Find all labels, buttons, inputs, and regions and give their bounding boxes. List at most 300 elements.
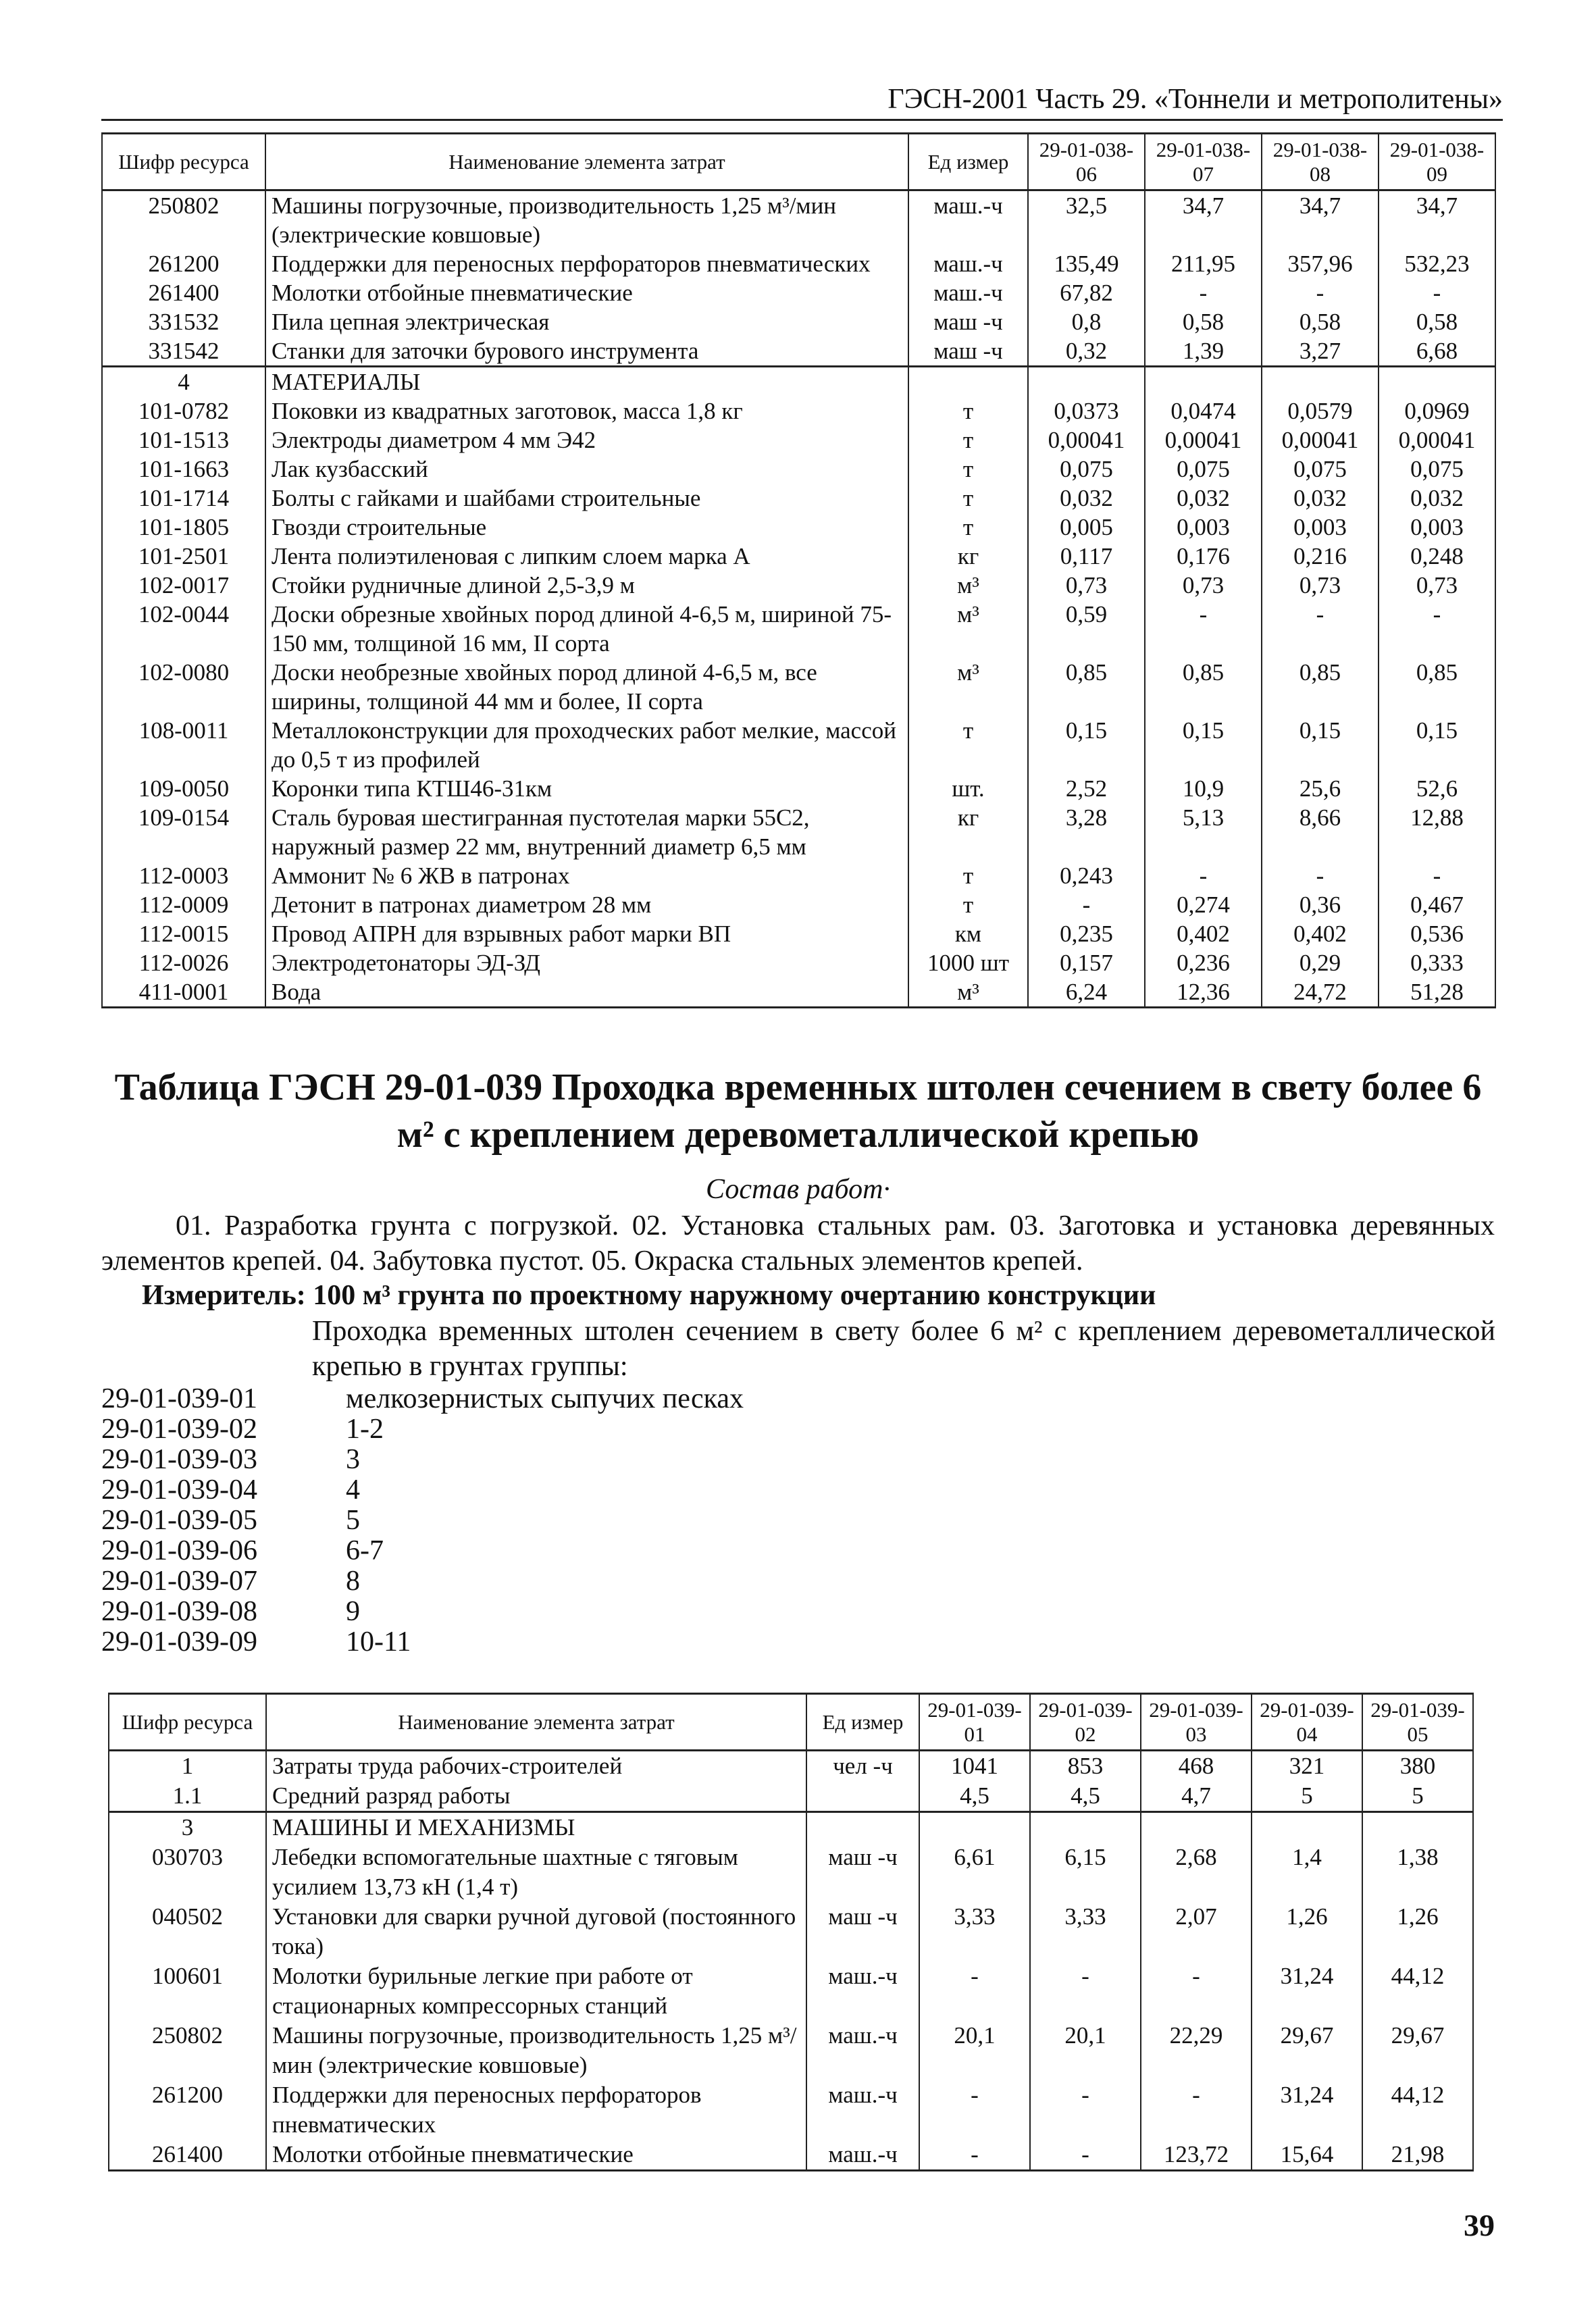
value-cell: 4,5 bbox=[1030, 1781, 1141, 1812]
resource-code: 102-0017 bbox=[102, 571, 265, 600]
value-cell: 22,29 bbox=[1141, 2021, 1252, 2080]
value-cell: 34,7 bbox=[1145, 190, 1262, 250]
resource-name: Станки для заточки бурового инструмента bbox=[265, 336, 908, 367]
value-cell: 0,73 bbox=[1379, 571, 1495, 600]
unit-cell: км bbox=[908, 919, 1028, 948]
norm-code: 29-01-039-09 bbox=[101, 1626, 257, 1657]
value-cell: 5 bbox=[1362, 1781, 1473, 1812]
resource-name: Поддержки для переносных перфораторов пневматических bbox=[265, 249, 908, 278]
unit-cell: 1000 шт bbox=[908, 948, 1028, 977]
value-cell: - bbox=[919, 1961, 1030, 2021]
value-cell: 0,0969 bbox=[1379, 396, 1495, 426]
resource-code: 100601 bbox=[109, 1961, 266, 2021]
unit-cell: кг bbox=[908, 803, 1028, 861]
value-cell: 0,075 bbox=[1145, 455, 1262, 484]
value-cell: - bbox=[1145, 278, 1262, 307]
value-cell bbox=[1362, 1812, 1473, 1843]
value-cell: 0,467 bbox=[1379, 890, 1495, 919]
value-cell: 0,29 bbox=[1262, 948, 1379, 977]
resource-code: 112-0026 bbox=[102, 948, 265, 977]
value-cell: 0,58 bbox=[1379, 307, 1495, 336]
value-cell: 0,003 bbox=[1145, 513, 1262, 542]
table-row bbox=[102, 803, 1495, 861]
column-header: Наименование элемента затрат bbox=[265, 134, 908, 190]
unit-cell: т bbox=[908, 484, 1028, 513]
resource-code: 101-1805 bbox=[102, 513, 265, 542]
resource-code: 101-0782 bbox=[102, 396, 265, 426]
value-cell: 0,0373 bbox=[1028, 396, 1145, 426]
resource-code: 3 bbox=[109, 1812, 266, 1843]
resource-code: 261400 bbox=[109, 2140, 266, 2171]
unit-cell: маш.-ч bbox=[806, 2021, 919, 2080]
resource-code: 261200 bbox=[109, 2080, 266, 2140]
value-cell: 2,68 bbox=[1141, 1843, 1252, 1902]
table-row bbox=[102, 249, 1495, 278]
resource-name: Аммонит № 6 ЖВ в патронах bbox=[265, 861, 908, 890]
unit-cell: маш -ч bbox=[806, 1843, 919, 1902]
value-cell: 29,67 bbox=[1362, 2021, 1473, 2080]
table-row bbox=[102, 861, 1495, 890]
resource-table-038 bbox=[101, 132, 1496, 1008]
column-header: 29-01-039-03 bbox=[1141, 1694, 1252, 1751]
running-header: ГЭСН-2001 Часть 29. «Тоннели и метрополитены» bbox=[101, 80, 1503, 121]
table-row bbox=[102, 977, 1495, 1008]
value-cell: 20,1 bbox=[919, 2021, 1030, 2080]
value-cell: - bbox=[1262, 861, 1379, 890]
value-cell: 0,032 bbox=[1262, 484, 1379, 513]
value-cell: 380 bbox=[1362, 1751, 1473, 1782]
resource-code: 109-0154 bbox=[102, 803, 265, 861]
resource-code: 112-0009 bbox=[102, 890, 265, 919]
table-row bbox=[102, 948, 1495, 977]
measure-unit: Измеритель: 100 м³ грунта по проектному наружному очертанию конструкции bbox=[142, 1280, 1156, 1311]
value-cell: 1,39 bbox=[1145, 336, 1262, 367]
section-row bbox=[109, 1812, 1473, 1843]
value-cell: 0,73 bbox=[1145, 571, 1262, 600]
table-row bbox=[102, 426, 1495, 455]
resource-code: 250802 bbox=[109, 2021, 266, 2080]
value-cell: 853 bbox=[1030, 1751, 1141, 1782]
value-cell: 5 bbox=[1252, 1781, 1362, 1812]
value-cell: - bbox=[1145, 600, 1262, 658]
unit-cell: т bbox=[908, 426, 1028, 455]
resource-name: Доски необрезные хвойных пород длиной 4-6,5 м, все ширины, толщиной 44 мм и более, II сорта bbox=[265, 658, 908, 716]
norm-label: 3 bbox=[346, 1444, 360, 1475]
value-cell: 0,32 bbox=[1028, 336, 1145, 367]
unit-cell: маш -ч bbox=[908, 307, 1028, 336]
norm-item bbox=[101, 1536, 744, 1566]
value-cell: 211,95 bbox=[1145, 249, 1262, 278]
resource-code: 101-1714 bbox=[102, 484, 265, 513]
norm-label: 9 bbox=[346, 1596, 360, 1627]
resource-code: 102-0044 bbox=[102, 600, 265, 658]
column-header: 29-01-039-04 bbox=[1252, 1694, 1362, 1751]
unit-cell: чел -ч bbox=[806, 1751, 919, 1782]
value-cell: 5,13 bbox=[1145, 803, 1262, 861]
value-cell: 10,9 bbox=[1145, 774, 1262, 803]
value-cell: 0,00041 bbox=[1262, 426, 1379, 455]
table-row bbox=[109, 1751, 1473, 1782]
unit-cell: маш.-ч bbox=[806, 2080, 919, 2140]
value-cell: 0,59 bbox=[1028, 600, 1145, 658]
value-cell: 0,00041 bbox=[1028, 426, 1145, 455]
value-cell: 12,36 bbox=[1145, 977, 1262, 1008]
value-cell: 0,005 bbox=[1028, 513, 1145, 542]
resource-code: 040502 bbox=[109, 1902, 266, 1961]
value-cell: 34,7 bbox=[1379, 190, 1495, 250]
resource-name: Гвозди строительные bbox=[265, 513, 908, 542]
value-cell bbox=[1252, 1812, 1362, 1843]
value-cell: 6,24 bbox=[1028, 977, 1145, 1008]
column-header: Ед измер bbox=[806, 1694, 919, 1751]
table-title: Таблица ГЭСН 29-01-039 Проходка временных штолен сечением в свету более 6 м² с креплением деревометаллической крепью bbox=[114, 1066, 1482, 1156]
column-header: Ед измер bbox=[908, 134, 1028, 190]
table-row bbox=[102, 307, 1495, 336]
value-cell: 0,15 bbox=[1145, 716, 1262, 774]
resource-name: Машины погрузочные, производительность 1,25 м³/мин (электрические ковшовые) bbox=[265, 190, 908, 250]
value-cell: 357,96 bbox=[1262, 249, 1379, 278]
value-cell: 0,402 bbox=[1145, 919, 1262, 948]
resource-name: Затраты труда рабочих-строителей bbox=[266, 1751, 806, 1782]
norm-item bbox=[101, 1627, 744, 1657]
norm-item bbox=[101, 1384, 744, 1414]
norm-label: 8 bbox=[346, 1566, 360, 1597]
resource-code: 261400 bbox=[102, 278, 265, 307]
unit-cell: кг bbox=[908, 542, 1028, 571]
table-row bbox=[102, 716, 1495, 774]
resource-code: 4 bbox=[102, 367, 265, 397]
column-header: Шифр ресурса bbox=[102, 134, 265, 190]
value-cell: - bbox=[919, 2140, 1030, 2171]
resource-name: Молотки отбойные пневматические bbox=[266, 2140, 806, 2171]
value-cell: 0,248 bbox=[1379, 542, 1495, 571]
value-cell: 31,24 bbox=[1252, 2080, 1362, 2140]
resource-name: Средний разряд работы bbox=[266, 1781, 806, 1812]
value-cell: - bbox=[1030, 1961, 1141, 2021]
value-cell: 0,274 bbox=[1145, 890, 1262, 919]
unit-cell: м³ bbox=[908, 571, 1028, 600]
norm-item bbox=[101, 1597, 744, 1627]
value-cell: 4,5 bbox=[919, 1781, 1030, 1812]
table-row bbox=[109, 1843, 1473, 1902]
value-cell: 0,15 bbox=[1262, 716, 1379, 774]
value-cell: - bbox=[1141, 1961, 1252, 2021]
unit-cell: м³ bbox=[908, 658, 1028, 716]
resource-name: Электродетонаторы ЭД-ЗД bbox=[265, 948, 908, 977]
table-row bbox=[102, 600, 1495, 658]
value-cell: 0,075 bbox=[1262, 455, 1379, 484]
value-cell: 1,26 bbox=[1362, 1902, 1473, 1961]
value-cell: 44,12 bbox=[1362, 2080, 1473, 2140]
table-row bbox=[102, 336, 1495, 367]
resource-code: 109-0050 bbox=[102, 774, 265, 803]
resource-name: Вода bbox=[265, 977, 908, 1008]
resource-name: Поддержки для переносных перфораторов пневматических bbox=[266, 2080, 806, 2140]
table-row bbox=[109, 1961, 1473, 2021]
table-row bbox=[102, 484, 1495, 513]
value-cell: 0,032 bbox=[1028, 484, 1145, 513]
resource-name: Лебедки вспомогательные шахтные с тяговым усилием 13,73 кН (1,4 т) bbox=[266, 1843, 806, 1902]
resource-code: 108-0011 bbox=[102, 716, 265, 774]
value-cell: 135,49 bbox=[1028, 249, 1145, 278]
norm-label: 4 bbox=[346, 1474, 360, 1506]
table-row bbox=[109, 2080, 1473, 2140]
value-cell: 0,536 bbox=[1379, 919, 1495, 948]
value-cell: 3,28 bbox=[1028, 803, 1145, 861]
resource-code: 112-0003 bbox=[102, 861, 265, 890]
resource-code: 331542 bbox=[102, 336, 265, 367]
value-cell: - bbox=[1379, 278, 1495, 307]
value-cell: 1,38 bbox=[1362, 1843, 1473, 1902]
table-row bbox=[102, 513, 1495, 542]
unit-cell: т bbox=[908, 861, 1028, 890]
value-cell: - bbox=[1262, 600, 1379, 658]
table-row bbox=[109, 2021, 1473, 2080]
value-cell: 3,33 bbox=[919, 1902, 1030, 1961]
table-row bbox=[109, 2140, 1473, 2171]
value-cell: 3,27 bbox=[1262, 336, 1379, 367]
column-header: 29-01-039-01 bbox=[919, 1694, 1030, 1751]
resource-name: Машины погрузочные, производительность 1,25 м³/мин (электрические ковшовые) bbox=[266, 2021, 806, 2080]
value-cell: 1,26 bbox=[1252, 1902, 1362, 1961]
resource-name: Молотки отбойные пневматические bbox=[265, 278, 908, 307]
value-cell: 0,85 bbox=[1028, 658, 1145, 716]
value-cell: 0,73 bbox=[1262, 571, 1379, 600]
value-cell: - bbox=[1262, 278, 1379, 307]
value-cell: 0,58 bbox=[1145, 307, 1262, 336]
norm-code: 29-01-039-07 bbox=[101, 1566, 257, 1597]
value-cell: 24,72 bbox=[1262, 977, 1379, 1008]
norm-code: 29-01-039-02 bbox=[101, 1414, 257, 1445]
value-cell: 0,85 bbox=[1379, 658, 1495, 716]
value-cell: 0,003 bbox=[1262, 513, 1379, 542]
resource-name: Поковки из квадратных заготовок, масса 1,8 кг bbox=[265, 396, 908, 426]
value-cell: 0,216 bbox=[1262, 542, 1379, 571]
unit-cell: маш.-ч bbox=[806, 2140, 919, 2171]
value-cell: 0,00041 bbox=[1145, 426, 1262, 455]
unit-cell: маш -ч bbox=[908, 336, 1028, 367]
resource-code: 411-0001 bbox=[102, 977, 265, 1008]
resource-name: Электроды диаметром 4 мм Э42 bbox=[265, 426, 908, 455]
value-cell: 0,0579 bbox=[1262, 396, 1379, 426]
resource-name: Пила цепная электрическая bbox=[265, 307, 908, 336]
value-cell: 3,33 bbox=[1030, 1902, 1141, 1961]
column-header: Шифр ресурса bbox=[109, 1694, 266, 1751]
unit-cell: т bbox=[908, 396, 1028, 426]
value-cell: 2,07 bbox=[1141, 1902, 1252, 1961]
value-cell: 0,15 bbox=[1379, 716, 1495, 774]
table-row bbox=[102, 658, 1495, 716]
value-cell: - bbox=[1028, 890, 1145, 919]
value-cell bbox=[1141, 1812, 1252, 1843]
value-cell: 123,72 bbox=[1141, 2140, 1252, 2171]
column-header: Наименование элемента затрат bbox=[266, 1694, 806, 1751]
page-number: 39 bbox=[1464, 2208, 1495, 2242]
value-cell: 0,157 bbox=[1028, 948, 1145, 977]
value-cell: 0,235 bbox=[1028, 919, 1145, 948]
value-cell: 31,24 bbox=[1252, 1961, 1362, 2021]
norm-label: мелкозернистых сыпучих песках bbox=[346, 1383, 744, 1414]
resource-code: 1 bbox=[109, 1751, 266, 1782]
resource-code: 101-1663 bbox=[102, 455, 265, 484]
value-cell: 0,0474 bbox=[1145, 396, 1262, 426]
norm-item bbox=[101, 1445, 744, 1475]
value-cell: 32,5 bbox=[1028, 190, 1145, 250]
resource-name: Доски обрезные хвойных пород длиной 4-6,5 м, шириной 75-150 мм, толщиной 16 мм, II сорта bbox=[265, 600, 908, 658]
unit-cell: маш.-ч bbox=[908, 278, 1028, 307]
norm-item bbox=[101, 1566, 744, 1597]
value-cell bbox=[1145, 367, 1262, 397]
column-header: 29-01-039-05 bbox=[1362, 1694, 1473, 1751]
value-cell bbox=[1030, 1812, 1141, 1843]
value-cell: 25,6 bbox=[1262, 774, 1379, 803]
table-row bbox=[109, 1902, 1473, 1961]
table-row bbox=[102, 890, 1495, 919]
table-row bbox=[102, 455, 1495, 484]
unit-cell: т bbox=[908, 716, 1028, 774]
column-header: 29-01-038-07 bbox=[1145, 134, 1262, 190]
value-cell: 0,85 bbox=[1262, 658, 1379, 716]
value-cell bbox=[1262, 367, 1379, 397]
resource-name: Детонит в патронах диаметром 28 мм bbox=[265, 890, 908, 919]
value-cell: 29,67 bbox=[1252, 2021, 1362, 2080]
norm-code: 29-01-039-08 bbox=[101, 1596, 257, 1627]
value-cell: 0,402 bbox=[1262, 919, 1379, 948]
value-cell: 1,4 bbox=[1252, 1843, 1362, 1902]
norm-label: 5 bbox=[346, 1505, 360, 1536]
value-cell: 6,15 bbox=[1030, 1843, 1141, 1902]
section-row bbox=[102, 367, 1495, 397]
table-row bbox=[102, 919, 1495, 948]
table-row bbox=[102, 396, 1495, 426]
resource-name: Лак кузбасский bbox=[265, 455, 908, 484]
norm-item bbox=[101, 1414, 744, 1445]
resource-name: Провод АПРН для взрывных работ марки ВП bbox=[265, 919, 908, 948]
table-row bbox=[102, 190, 1495, 250]
value-cell: 0,58 bbox=[1262, 307, 1379, 336]
resource-name: Стойки рудничные длиной 2,5-3,9 м bbox=[265, 571, 908, 600]
value-cell: 20,1 bbox=[1030, 2021, 1141, 2080]
value-cell: - bbox=[1030, 2080, 1141, 2140]
unit-cell: маш.-ч bbox=[806, 1961, 919, 2021]
resource-code: 112-0015 bbox=[102, 919, 265, 948]
value-cell: - bbox=[1141, 2080, 1252, 2140]
value-cell: 6,68 bbox=[1379, 336, 1495, 367]
value-cell: 0,117 bbox=[1028, 542, 1145, 571]
resource-code: 261200 bbox=[102, 249, 265, 278]
resource-table-039 bbox=[108, 1693, 1474, 2171]
resource-name: Металлоконструкции для проходческих работ мелкие, массой до 0,5 т из профилей bbox=[265, 716, 908, 774]
resource-name: Коронки типа КТШ46-31км bbox=[265, 774, 908, 803]
table-row bbox=[102, 278, 1495, 307]
norm-code: 29-01-039-04 bbox=[101, 1474, 257, 1506]
table-row bbox=[109, 1781, 1473, 1812]
table-row bbox=[102, 542, 1495, 571]
table-row bbox=[102, 774, 1495, 803]
resource-code: 331532 bbox=[102, 307, 265, 336]
norm-code: 29-01-039-01 bbox=[101, 1383, 257, 1414]
value-cell bbox=[919, 1812, 1030, 1843]
value-cell: 0,73 bbox=[1028, 571, 1145, 600]
value-cell: 51,28 bbox=[1379, 977, 1495, 1008]
value-cell: 0,333 bbox=[1379, 948, 1495, 977]
value-cell: 0,236 bbox=[1145, 948, 1262, 977]
resource-name: МАШИНЫ И МЕХАНИЗМЫ bbox=[266, 1812, 806, 1843]
column-header: 29-01-038-08 bbox=[1262, 134, 1379, 190]
resource-name: Сталь буровая шестигранная пустотелая марки 55С2, наружный размер 22 мм, внутренний диаметр 6,5 мм bbox=[265, 803, 908, 861]
value-cell: 0,003 bbox=[1379, 513, 1495, 542]
norms-intro: Проходка временных штолен сечением в свету более 6 м² с креплением деревометаллической крепью в грунтах группы: bbox=[312, 1316, 1495, 1382]
norm-code: 29-01-039-06 bbox=[101, 1535, 257, 1566]
value-cell: - bbox=[1379, 861, 1495, 890]
unit-cell: маш.-ч bbox=[908, 249, 1028, 278]
value-cell: 0,032 bbox=[1145, 484, 1262, 513]
resource-code: 250802 bbox=[102, 190, 265, 250]
unit-cell: м³ bbox=[908, 600, 1028, 658]
value-cell bbox=[1379, 367, 1495, 397]
value-cell: 52,6 bbox=[1379, 774, 1495, 803]
unit-cell: маш -ч bbox=[806, 1902, 919, 1961]
norm-label: 6-7 bbox=[346, 1535, 384, 1566]
resource-name: Молотки бурильные легкие при работе от стационарных компрессорных станций bbox=[266, 1961, 806, 2021]
unit-cell bbox=[908, 367, 1028, 397]
value-cell: - bbox=[1030, 2140, 1141, 2171]
value-cell: 468 bbox=[1141, 1751, 1252, 1782]
unit-cell: т bbox=[908, 455, 1028, 484]
value-cell: - bbox=[1145, 861, 1262, 890]
unit-cell: шт. bbox=[908, 774, 1028, 803]
table-header-row bbox=[109, 1694, 1473, 1751]
unit-cell: м³ bbox=[908, 977, 1028, 1008]
value-cell: 44,12 bbox=[1362, 1961, 1473, 2021]
value-cell: 0,075 bbox=[1028, 455, 1145, 484]
resource-code: 102-0080 bbox=[102, 658, 265, 716]
value-cell: - bbox=[1379, 600, 1495, 658]
table-row bbox=[102, 571, 1495, 600]
value-cell: 0,36 bbox=[1262, 890, 1379, 919]
value-cell bbox=[1028, 367, 1145, 397]
norm-item bbox=[101, 1506, 744, 1536]
value-cell: 0,176 bbox=[1145, 542, 1262, 571]
value-cell: 1041 bbox=[919, 1751, 1030, 1782]
table-header-row bbox=[102, 134, 1495, 190]
value-cell: 532,23 bbox=[1379, 249, 1495, 278]
column-header: 29-01-039-02 bbox=[1030, 1694, 1141, 1751]
column-header: 29-01-038-06 bbox=[1028, 134, 1145, 190]
value-cell: 0,8 bbox=[1028, 307, 1145, 336]
norm-item bbox=[101, 1475, 744, 1506]
value-cell: 0,075 bbox=[1379, 455, 1495, 484]
norm-list bbox=[101, 1384, 744, 1657]
value-cell: 0,85 bbox=[1145, 658, 1262, 716]
value-cell: 0,032 bbox=[1379, 484, 1495, 513]
value-cell: 6,61 bbox=[919, 1843, 1030, 1902]
unit-cell: т bbox=[908, 513, 1028, 542]
value-cell: 0,243 bbox=[1028, 861, 1145, 890]
resource-name: Лента полиэтиленовая с липким слоем марка А bbox=[265, 542, 908, 571]
value-cell: 0,15 bbox=[1028, 716, 1145, 774]
value-cell: 34,7 bbox=[1262, 190, 1379, 250]
unit-cell: т bbox=[908, 890, 1028, 919]
value-cell: 2,52 bbox=[1028, 774, 1145, 803]
resource-name: МАТЕРИАЛЫ bbox=[265, 367, 908, 397]
norm-label: 10-11 bbox=[346, 1626, 411, 1657]
value-cell: 12,88 bbox=[1379, 803, 1495, 861]
value-cell: - bbox=[919, 2080, 1030, 2140]
norm-code: 29-01-039-03 bbox=[101, 1444, 257, 1475]
value-cell: 15,64 bbox=[1252, 2140, 1362, 2171]
value-cell: 67,82 bbox=[1028, 278, 1145, 307]
